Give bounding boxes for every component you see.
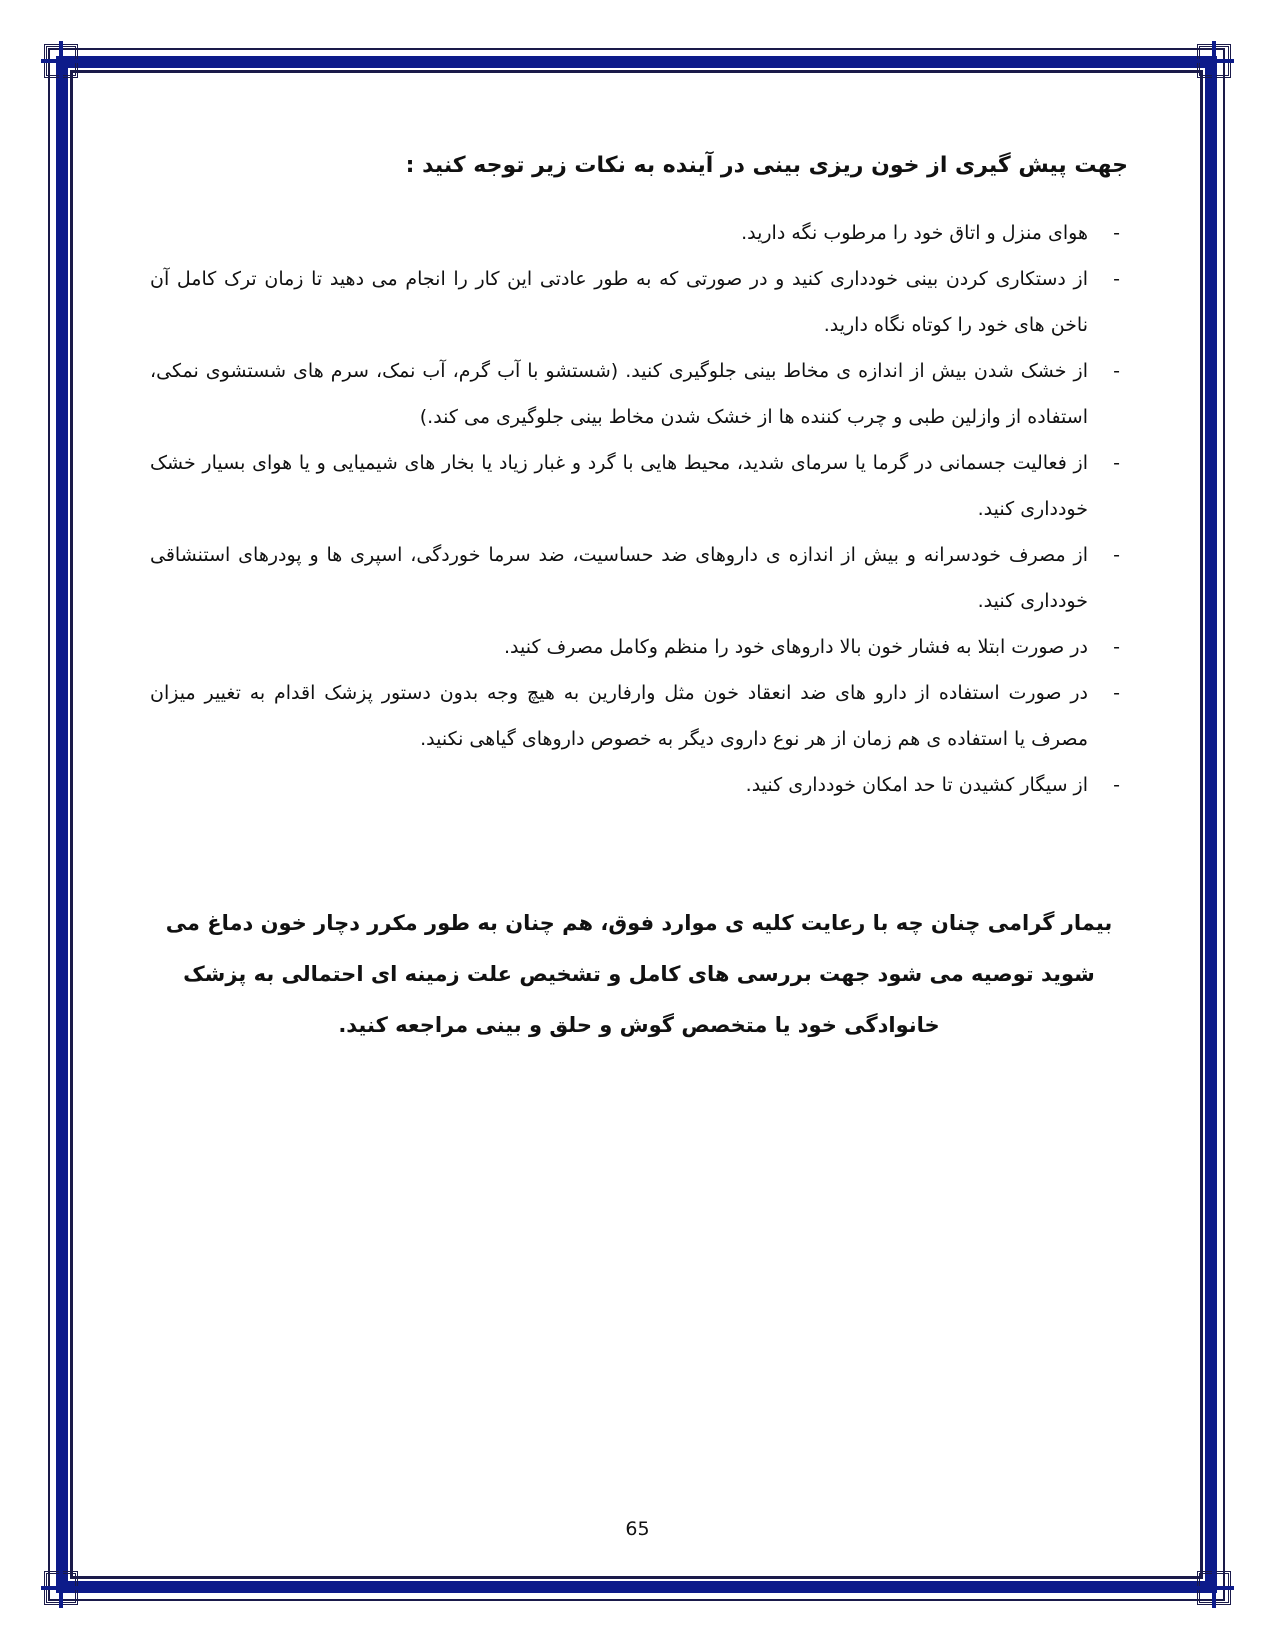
list-item — [150, 624, 1128, 670]
list-item — [150, 348, 1128, 440]
corner-ornament-bottom-right — [1197, 1571, 1231, 1605]
list-item-text: در صورت ابتلا به فشار خون بالا داروهای خود را منظم وکامل مصرف کنید. — [503, 636, 1088, 658]
list-item — [150, 210, 1128, 256]
advice-paragraph: بیمار گرامی چنان چه با رعایت کلیه ی موارد فوق، هم چنان به طور مکرر دچار خون دماغ می شوید توصیه می شود جهت بررسی های کامل و تشخیص علت زمینه ای احتمالی به پزشک خانوادگی خود یا متخصص گوش و حلق و بینی مراجعه کنید. — [165, 911, 1113, 1037]
list-item-text: از دستکاری کردن بینی خودداری کنید و در صورتی که به طور عادتی این کار را انجام می دهید تا زمان ترک کامل آن ناخن های خود را کوتاه نگاه دارید. — [150, 268, 1088, 336]
list-item-text: هوای منزل و اتاق خود را مرطوب نگه دارید. — [741, 222, 1088, 244]
bullet-dash: - — [1113, 544, 1120, 566]
bullet-dash: - — [1113, 636, 1120, 658]
list-item-text: از خشک شدن بیش از اندازه ی مخاط بینی جلوگیری کنید. (شستشو با آب گرم، آب نمک، سرم های شستشوی نمکی، استفاده از وازلین طبی و چرب کننده ها از خشک شدن مخاط بینی جلوگیری می کند.) — [150, 360, 1088, 428]
corner-ornament-bottom-left — [44, 1571, 78, 1605]
bullet-dash: - — [1113, 360, 1120, 382]
bullet-dash: - — [1113, 682, 1120, 704]
list-item-text: در صورت استفاده از دارو های ضد انعقاد خون مثل وارفارین به هیچ وجه بدون دستور پزشک اقدام به تغییر میزان مصرف یا استفاده ی هم زمان از هر نوع داروی دیگر به خصوص داروهای گیاهی نکنید. — [150, 682, 1088, 750]
section-heading: جهت پیش گیری از خون ریزی بینی در آینده به نکات زیر توجه کنید : — [405, 153, 1128, 178]
bullet-dash: - — [1113, 774, 1120, 796]
list-item-text: از سیگار کشیدن تا حد امکان خودداری کنید. — [745, 774, 1088, 796]
corner-ornament-top-right — [1197, 44, 1231, 78]
page-content — [150, 150, 1128, 1051]
page-number: 65 — [625, 1518, 650, 1540]
bullet-dash: - — [1113, 268, 1120, 290]
bullet-dash: - — [1113, 452, 1120, 474]
list-item-text: از مصرف خودسرانه و بیش از اندازه ی داروهای ضد حساسیت، ضد سرما خوردگی، اسپری ها و پودرهای استنشاقی خودداری کنید. — [150, 544, 1088, 612]
list-item — [150, 670, 1128, 762]
list-item — [150, 532, 1128, 624]
corner-ornament-top-left — [44, 44, 78, 78]
list-item — [150, 256, 1128, 348]
list-item — [150, 762, 1128, 808]
tips-list — [150, 210, 1128, 808]
list-item-text: از فعالیت جسمانی در گرما یا سرمای شدید، محیط هایی با گرد و غبار زیاد یا بخار های شیمیایی و یا هوای بسیار خشک خودداری کنید. — [150, 452, 1088, 520]
list-item — [150, 440, 1128, 532]
bullet-dash: - — [1113, 222, 1120, 244]
